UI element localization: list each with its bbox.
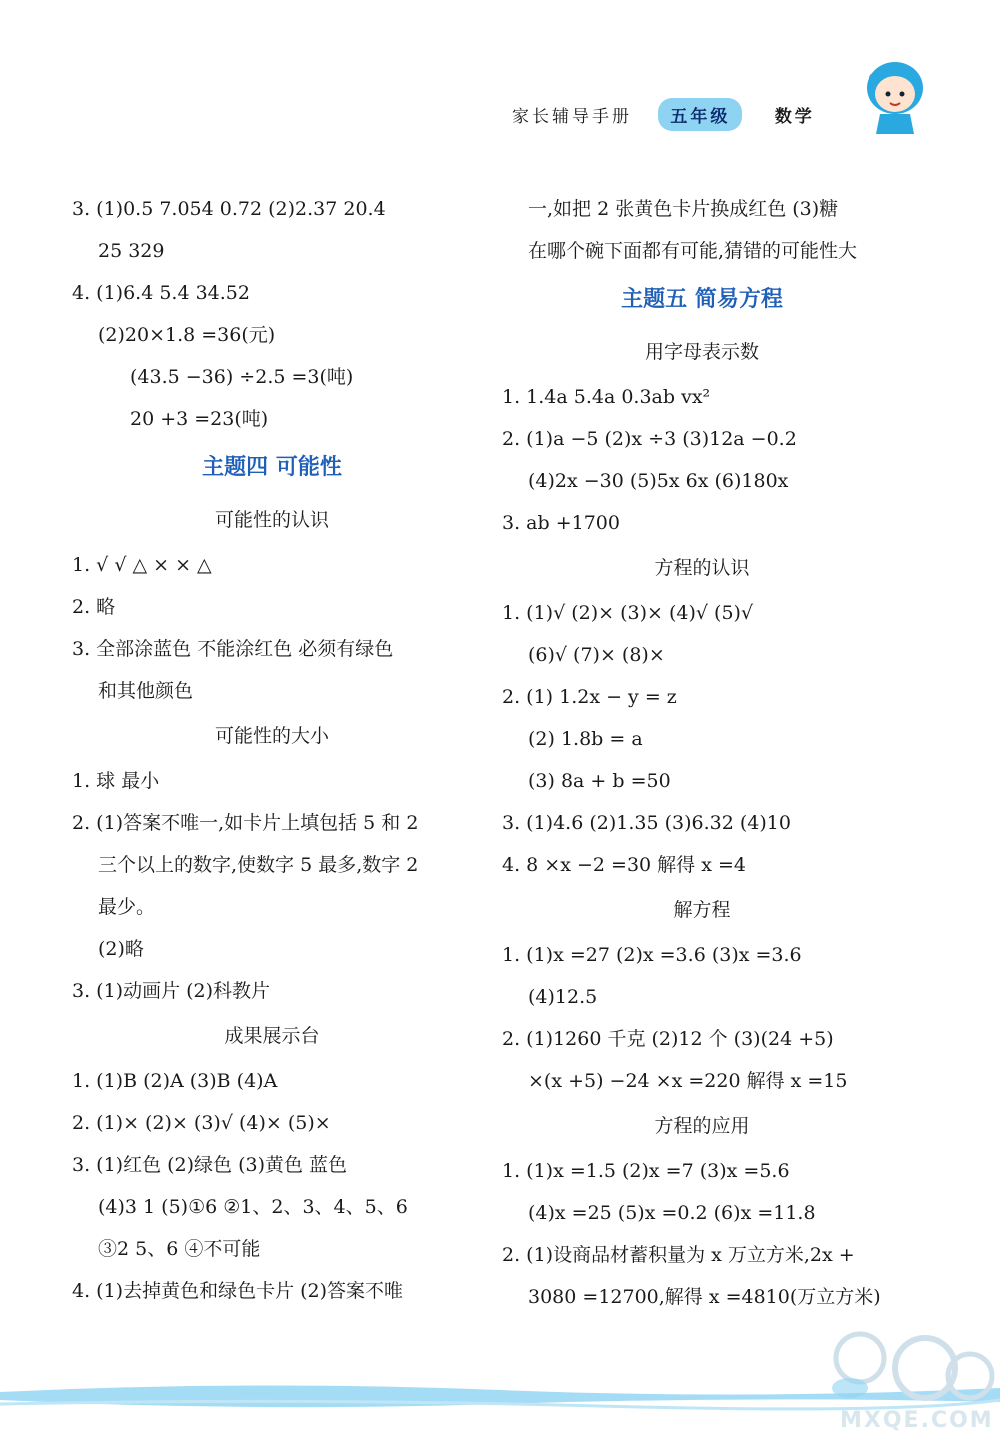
answer-line: 1. 球 最小: [72, 770, 160, 792]
watermark-domain: MXQE.COM: [840, 1408, 994, 1433]
answer-line: 三个以上的数字,使数字 5 最多,数字 2: [98, 854, 419, 876]
answer-line: 25 329: [98, 240, 165, 262]
right-column: [502, 188, 902, 1318]
page-header: [512, 98, 815, 131]
girl-mascot-icon: [862, 58, 928, 138]
answer-line: (4)x =25 (5)x =0.2 (6)x =11.8: [528, 1202, 816, 1224]
answer-line: 2. (1)设商品材蓄积量为 x 万立方米,2x +: [502, 1244, 855, 1266]
answer-line: (4)2x −30 (5)5x 6x (6)180x: [528, 470, 789, 492]
answer-line: 1. √ √ △ × × △: [72, 554, 212, 576]
section-heading: 主题四 可能性: [202, 455, 342, 480]
subsection-heading: 解方程: [673, 899, 731, 921]
section-heading: 主题五 简易方程: [621, 287, 783, 312]
answer-line: 一,如把 2 张黄色卡片换成红色 (3)糖: [528, 198, 839, 220]
subject-label: 数学: [774, 107, 815, 127]
answer-line: 1. (1)x =1.5 (2)x =7 (3)x =5.6: [502, 1160, 790, 1182]
answer-line: 3. (1)4.6 (2)1.35 (3)6.32 (4)10: [502, 812, 791, 834]
answer-line: ③2 5、6 ④不可能: [98, 1238, 261, 1260]
answer-line: 2. (1)答案不唯一,如卡片上填包括 5 和 2: [72, 812, 419, 834]
answer-line: 4. (1)6.4 5.4 34.52: [72, 282, 250, 304]
answer-line: 4. 8 ×x −2 =30 解得 x =4: [502, 854, 746, 876]
answer-line: (6)√ (7)× (8)×: [528, 644, 665, 666]
left-column: [72, 188, 472, 1312]
answer-line: (2)20×1.8 =36(元): [98, 324, 276, 346]
answer-line: (2) 1.8b = a: [528, 728, 643, 750]
answer-line: 2. (1)× (2)× (3)√ (4)× (5)×: [72, 1112, 331, 1134]
answer-line: (4)12.5: [528, 986, 598, 1008]
answer-line: 2. (1)a −5 (2)x ÷3 (3)12a −0.2: [502, 428, 797, 450]
answer-line: (43.5 −36) ÷2.5 =3(吨): [130, 366, 354, 388]
subsection-heading: 可能性的认识: [214, 509, 329, 531]
answer-line: 2. (1) 1.2x − y = z: [502, 686, 677, 708]
answer-line: 4. (1)去掉黄色和绿色卡片 (2)答案不唯: [72, 1280, 404, 1302]
answer-line: 3. 全部涂蓝色 不能涂红色 必须有绿色: [72, 638, 394, 660]
answer-line: 3. ab +1700: [502, 512, 620, 534]
answer-line: 1. 1.4a 5.4a 0.3ab vx²: [502, 386, 711, 408]
answer-line: 3080 =12700,解得 x =4810(万立方米): [528, 1286, 881, 1308]
answer-line: 1. (1)x =27 (2)x =3.6 (3)x =3.6: [502, 944, 802, 966]
subsection-heading: 可能性的大小: [214, 725, 329, 747]
answer-line: 3. (1)0.5 7.054 0.72 (2)2.37 20.4: [72, 198, 386, 220]
answer-line: (3) 8a + b =50: [528, 770, 671, 792]
answer-line: 最少。: [98, 896, 156, 918]
book-title: 家长辅导手册: [512, 107, 632, 127]
answer-line: 3. (1)红色 (2)绿色 (3)黄色 蓝色: [72, 1154, 348, 1176]
answer-line: (2)略: [98, 938, 144, 960]
answer-line: 在哪个碗下面都有可能,猜错的可能性大: [528, 240, 858, 262]
answer-line: 2. (1)1260 千克 (2)12 个 (3)(24 +5): [502, 1028, 834, 1050]
subsection-heading: 用字母表示数: [644, 341, 759, 363]
answer-line: 1. (1)√ (2)× (3)× (4)√ (5)√: [502, 602, 754, 624]
answer-line: ×(x +5) −24 ×x =220 解得 x =15: [528, 1070, 848, 1092]
subsection-heading: 成果展示台: [224, 1025, 320, 1047]
answer-line: (4)3 1 (5)①6 ②1、2、3、4、5、6: [98, 1196, 408, 1218]
answer-line: 20 +3 =23(吨): [130, 408, 269, 430]
answer-line: 3. (1)动画片 (2)科教片: [72, 980, 271, 1002]
grade-badge: 五年级: [658, 98, 742, 131]
subsection-heading: 方程的认识: [654, 557, 750, 579]
answer-line: 和其他颜色: [98, 680, 194, 702]
answer-line: 1. (1)B (2)A (3)B (4)A: [72, 1070, 278, 1092]
subsection-heading: 方程的应用: [654, 1115, 750, 1137]
answer-line: 2. 略: [72, 596, 116, 618]
